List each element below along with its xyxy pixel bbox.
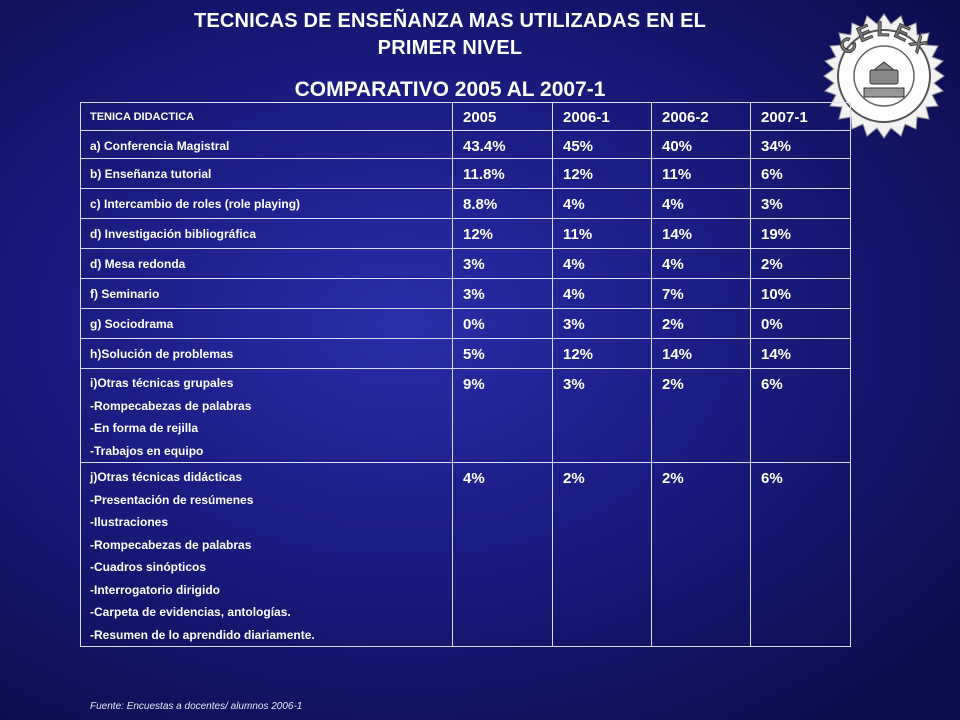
percentage-cell: 43.4% [453, 131, 553, 159]
percentage-cell: 7% [652, 279, 751, 309]
technique-line: -En forma de rejilla [90, 421, 199, 435]
percentage-cell: 5% [453, 339, 553, 369]
percentage-cell: 2% [751, 249, 851, 279]
percentage-cell: 4% [453, 463, 553, 647]
technique-line: -Rompecabezas de palabras [90, 537, 252, 552]
percentage-cell: 11% [553, 219, 652, 249]
percentage-cell: 45% [553, 131, 652, 159]
percentage-cell: 34% [751, 131, 851, 159]
table-row [81, 369, 851, 463]
table-row [81, 249, 851, 279]
percentage-cell: 4% [553, 189, 652, 219]
percentage-cell: 11.8% [453, 159, 553, 189]
table-row [81, 339, 851, 369]
percentage-cell: 10% [751, 279, 851, 309]
percentage-cell: 2% [553, 463, 652, 647]
technique-cell: a) Conferencia Magistral [81, 131, 453, 159]
percentage-cell: 12% [553, 339, 652, 369]
percentage-cell: 12% [553, 159, 652, 189]
page-title-line-1: TECNICAS DE ENSEÑANZA MAS UTILIZADAS EN EL [193, 10, 707, 32]
header-year-cell: 2006-1 [553, 103, 652, 131]
percentage-cell: 40% [652, 131, 751, 159]
percentage-cell: 4% [652, 189, 751, 219]
title-block [80, 8, 820, 62]
percentage-cell: 19% [751, 219, 851, 249]
percentage-cell: 4% [652, 249, 751, 279]
technique-line: -Ilustraciones [90, 515, 169, 529]
page-title-line-2: PRIMER NIVEL [377, 37, 523, 59]
technique-line: j)Otras técnicas didácticas [90, 470, 243, 484]
technique-line: -Cuadros sinópticos [90, 560, 207, 574]
percentage-cell: 9% [453, 369, 553, 463]
table-row [81, 159, 851, 189]
percentage-cell: 11% [652, 159, 751, 189]
technique-cell [81, 369, 453, 463]
technique-line: -Trabajos en equipo [90, 443, 204, 458]
logo-text: CELEX [834, 17, 934, 60]
percentage-cell: 12% [453, 219, 553, 249]
header-year-cell: 2005 [453, 103, 553, 131]
percentage-cell: 4% [553, 279, 652, 309]
percentage-cell: 8.8% [453, 189, 553, 219]
table-row [81, 463, 851, 647]
technique-line: -Resumen de lo aprendido diariamente. [90, 627, 315, 642]
technique-cell [81, 463, 453, 647]
table-header-row [81, 103, 851, 131]
percentage-cell: 0% [751, 309, 851, 339]
table-row [81, 189, 851, 219]
table-row [81, 131, 851, 159]
technique-line: i)Otras técnicas grupales [90, 376, 234, 390]
technique-line: -Interrogatorio dirigido [90, 582, 220, 597]
table-row [81, 309, 851, 339]
percentage-cell: 3% [553, 369, 652, 463]
technique-cell: d) Mesa redonda [81, 249, 453, 279]
technique-cell: d) Investigación bibliográfica [81, 219, 453, 249]
technique-cell: b) Enseñanza tutorial [81, 159, 453, 189]
percentage-cell: 2% [652, 463, 751, 647]
technique-cell: c) Intercambio de roles (role playing) [81, 189, 453, 219]
technique-line: -Presentación de resúmenes [90, 492, 254, 507]
percentage-cell: 3% [751, 189, 851, 219]
percentage-cell: 2% [652, 309, 751, 339]
header-technique-label: TENICA DIDACTICA [81, 103, 453, 131]
percentage-cell: 3% [553, 309, 652, 339]
percentage-cell: 14% [652, 339, 751, 369]
percentage-cell: 4% [553, 249, 652, 279]
percentage-cell: 3% [453, 279, 553, 309]
percentage-cell: 14% [751, 339, 851, 369]
table-row [81, 219, 851, 249]
percentage-cell: 6% [751, 159, 851, 189]
percentage-cell: 3% [453, 249, 553, 279]
percentage-cell: 2% [652, 369, 751, 463]
table-row [81, 279, 851, 309]
technique-cell: f) Seminario [81, 279, 453, 309]
header-year-cell: 2007-1 [751, 103, 851, 131]
technique-line: -Carpeta de evidencias, antologías. [90, 605, 291, 619]
technique-line: -Rompecabezas de palabras [90, 398, 252, 413]
header-year-cell: 2006-2 [652, 103, 751, 131]
percentage-cell: 0% [453, 309, 553, 339]
technique-cell: h)Solución de problemas [81, 339, 453, 369]
techniques-table [80, 102, 851, 647]
percentage-cell: 6% [751, 369, 851, 463]
source-note: Fuente: Encuestas a docentes/ alumnos 2006-1 [90, 701, 303, 712]
percentage-cell: 6% [751, 463, 851, 647]
page-subtitle: COMPARATIVO 2005 AL 2007-1 [294, 78, 606, 101]
percentage-cell: 14% [652, 219, 751, 249]
technique-cell: g) Sociodrama [81, 309, 453, 339]
